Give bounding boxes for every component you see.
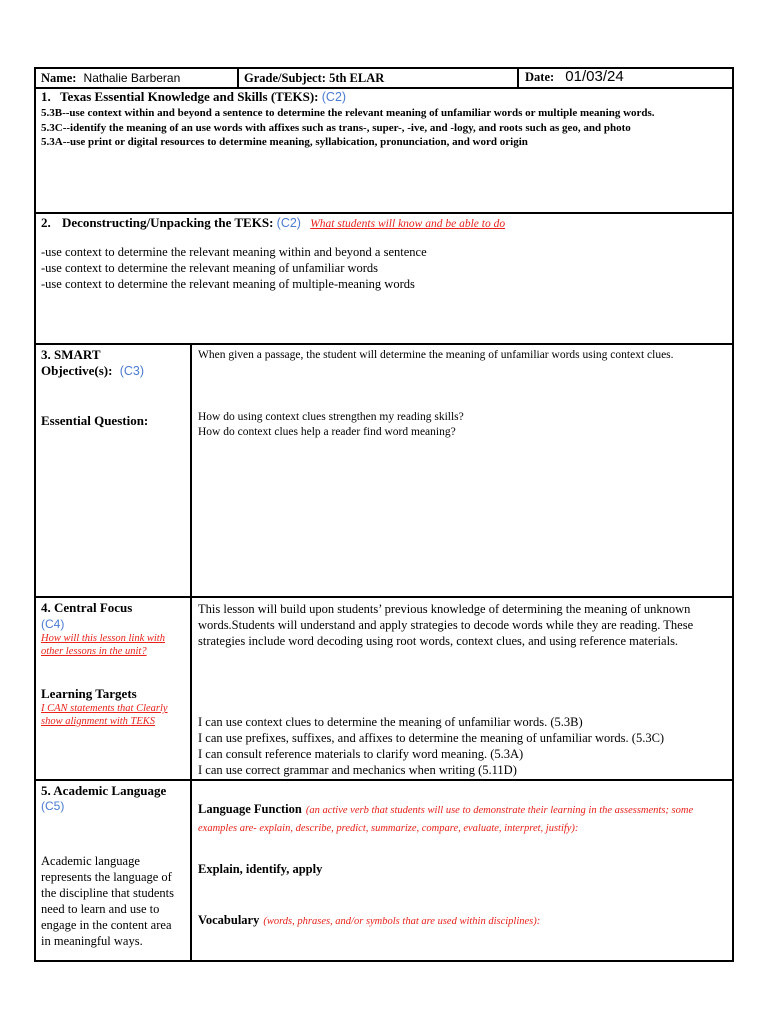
learning-targets-label: Learning Targets (41, 686, 137, 701)
teks-heading: 1. Texas Essential Knowledge and Skills (TEKS): (C2) (41, 89, 347, 104)
teks-code: (C2) (321, 90, 347, 104)
smart-title: 3. SMART (41, 347, 101, 362)
learning-targets-note: I CAN statements that Clearly show alignment with TEKS (41, 703, 168, 727)
grade-field (244, 70, 384, 86)
vocabulary-note: (words, phrases, and/or symbols that are used within disciplines): (263, 916, 541, 927)
teks-item: 5.3A--use print or digital resources to determine meaning, syllabication, pronunciation, and word origin (41, 136, 528, 148)
central-focus-text: This lesson will build upon students’ previous knowledge of determining the meaning of unknown words.Students will understand and apply strategies to decode words while they are reading. These strategies include word decoding using root words, context clues, and using reference materials. (198, 602, 694, 648)
essential-question-label: Essential Question: (41, 413, 149, 428)
grade-label: Grade/Subject: (244, 71, 326, 85)
essential-question: How do using context clues strengthen my reading skills? (198, 411, 464, 423)
unpacking-heading: 2. Deconstructing/Unpacking the TEKS: (C2) What students will know and be able to do (41, 215, 506, 230)
learning-target: I can use correct grammar and mechanics when writing (5.11D) (198, 763, 517, 777)
vocabulary (198, 911, 718, 929)
language-function-value: Explain, identify, apply (198, 862, 323, 876)
academic-language-title: 5. Academic Language (41, 783, 167, 798)
language-function-note: (an active verb that students will use to demonstrate their learning in the assessments; some examples are- explain, describe, predict, summarize, compare, evaluate, interpret, justify): (198, 805, 694, 834)
smart-heading (41, 347, 186, 379)
learning-target: I can consult reference materials to clarify word meaning. (5.3A) (198, 747, 524, 761)
unpacking-section (36, 212, 732, 344)
name-label: Name: (41, 71, 77, 85)
unpacking-title: Deconstructing/Unpacking the TEKS: (62, 215, 274, 230)
academic-language-section (36, 779, 732, 962)
central-focus-code: (C4) (41, 617, 65, 631)
central-focus-left (41, 600, 181, 728)
academic-language-desc: Academic language represents the language of the discipline that students need to learn and use to engage in the content area in meaningful ways. (41, 854, 174, 948)
smart-section (36, 343, 732, 598)
date-value: 01/03/24 (565, 68, 624, 85)
name-value: Nathalie Barberan (83, 71, 181, 85)
learning-target: I can use prefixes, suffixes, and affixes to determine the meaning of unfamiliar words. (5.3C) (198, 731, 665, 745)
date-field (525, 69, 624, 85)
unpacking-list (41, 244, 729, 292)
teks-item: 5.3C--identify the meaning of an use words with affixes such as trans-, super-, -ive, and -logy, and roots such as geo, and photo (41, 121, 631, 134)
central-focus-note: How will this lesson link with other lessons in the unit? (41, 633, 165, 657)
learning-targets-list (198, 714, 730, 778)
essential-question-list (198, 410, 718, 440)
date-label: Date: (525, 70, 555, 84)
academic-language-code: (C5) (41, 799, 65, 813)
language-function (198, 801, 718, 837)
learning-target: I can use context clues to determine the meaning of unfamiliar words. (5.3B) (198, 715, 583, 729)
smart-title-b: Objective(s): (41, 363, 113, 378)
teks-item: 5.3B--use context within and beyond a sentence to determine the relevant meaning of unfamiliar words or multiple meaning words. (41, 107, 655, 119)
teks-title: Texas Essential Knowledge and Skills (TEKS): (60, 89, 319, 104)
unpacking-code: (C2) (276, 216, 301, 230)
grade-value: 5th ELAR (329, 71, 385, 85)
language-function-label: Language Function (198, 802, 302, 816)
unpacking-item: -use context to determine the relevant meaning of unfamiliar words (41, 261, 379, 275)
teks-list (41, 106, 729, 150)
unpacking-item: -use context to determine the relevant meaning within and beyond a sentence (41, 245, 427, 259)
lesson-plan-form (34, 67, 734, 962)
name-field (41, 70, 180, 86)
essential-question: How do context clues help a reader find word meaning? (198, 426, 456, 438)
unpacking-item: -use context to determine the relevant meaning of multiple-meaning words (41, 277, 415, 291)
academic-language-left (41, 783, 186, 949)
central-focus-section (36, 596, 732, 781)
unpacking-note: What students will know and be able to do (310, 218, 506, 230)
vocabulary-label: Vocabulary (198, 913, 260, 927)
header-row (36, 69, 732, 88)
smart-code: (C3) (119, 364, 145, 378)
central-focus-title: 4. Central Focus (41, 600, 133, 615)
teks-section (36, 87, 732, 213)
smart-objective: When given a passage, the student will determine the meaning of unfamiliar words using context clues. (198, 349, 674, 361)
